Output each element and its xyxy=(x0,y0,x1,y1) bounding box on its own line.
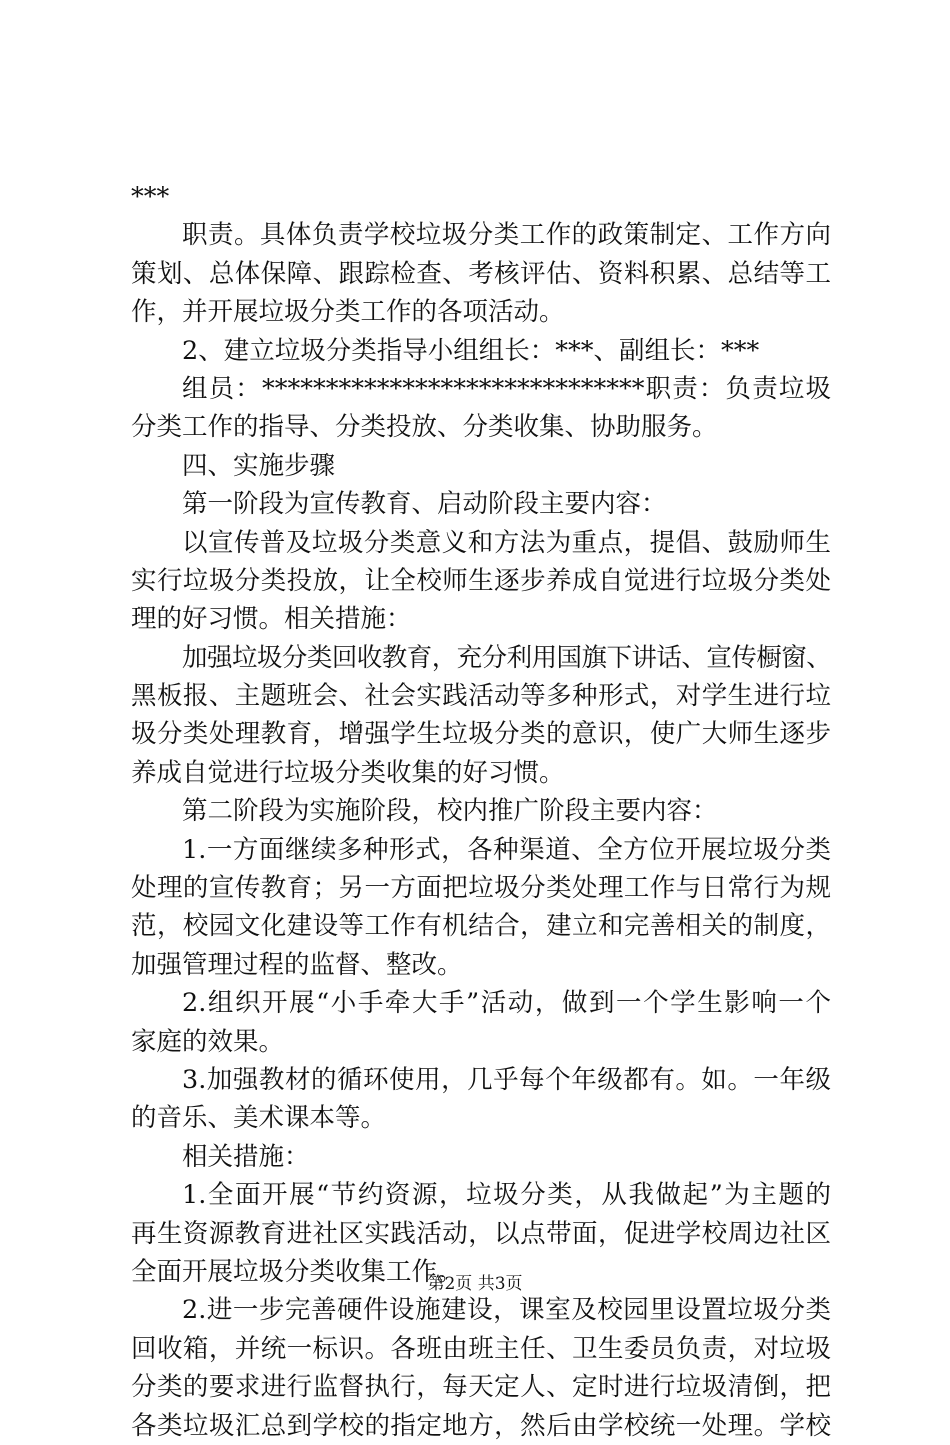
text-line: *** xyxy=(131,182,170,212)
paragraph xyxy=(131,1138,831,1176)
paragraph xyxy=(131,524,831,639)
paragraph xyxy=(131,370,831,447)
text-line: 实行垃圾分类投放，让全校师生逐步养成自觉进行垃圾分类处 xyxy=(131,565,831,596)
text-line: 相关措施： xyxy=(182,1141,310,1172)
paragraph xyxy=(131,332,831,370)
paragraph xyxy=(131,1291,831,1445)
text-line: 各类垃圾汇总到学校的指定地方，然后由学校统一处理。学校 xyxy=(131,1410,831,1441)
text-line: 分类的要求进行监督执行，每天定人、定时进行垃圾清倒，把 xyxy=(131,1372,831,1403)
text-line: 处理的宣传教育；另一方面把垃圾分类处理工作与日常行为规 xyxy=(131,873,831,904)
text-line: 作，并开展垃圾分类工作的各项活动。 xyxy=(131,297,565,328)
paragraph xyxy=(131,178,831,216)
text-line: 圾分类处理教育，增强学生垃圾分类的意识，使广大师生逐步 xyxy=(131,719,831,750)
text-line: 黑板报、主题班会、社会实践活动等多种形式，对学生进行垃 xyxy=(131,681,831,712)
text-line: 2、建立垃圾分类指导小组组长：***、副组长：*** xyxy=(182,335,760,366)
paragraph xyxy=(131,639,831,793)
paragraph xyxy=(131,216,831,331)
paragraph xyxy=(131,792,831,830)
text-line: 养成自觉进行垃圾分类收集的好习惯。 xyxy=(131,757,565,788)
text-line: 以宣传普及垃圾分类意义和方法为重点，提倡、鼓励师生 xyxy=(182,527,831,558)
section-heading xyxy=(131,447,831,485)
paragraph xyxy=(131,1061,831,1138)
text-line: 1.一方面继续多种形式，各种渠道、全方位开展垃圾分类 xyxy=(182,834,831,865)
text-line: 策划、总体保障、跟踪检查、考核评估、资料积累、总结等工 xyxy=(131,258,831,289)
paragraph xyxy=(131,831,831,985)
text-line: 第二阶段为实施阶段，校内推广阶段主要内容： xyxy=(182,796,718,827)
text-line: 的音乐、美术课本等。 xyxy=(131,1103,387,1134)
text-line: 3.加强教材的循环使用，几乎每个年级都有。如。一年级 xyxy=(182,1064,831,1095)
text-line: 全面开展垃圾分类收集工作。 xyxy=(131,1256,463,1287)
paragraph xyxy=(131,984,831,1061)
text-line: 再生资源教育进社区实践活动，以点带面，促进学校周边社区 xyxy=(131,1218,831,1249)
text-line: 2.组织开展“小手牵大手”活动，做到一个学生影响一个 xyxy=(182,988,831,1019)
text-line: 回收箱，并统一标识。各班由班主任、卫生委员负责，对垃圾 xyxy=(131,1333,831,1364)
text-line: 分类工作的指导、分类投放、分类收集、协助服务。 xyxy=(131,412,718,443)
text-line: 加强管理过程的监督、整改。 xyxy=(131,949,463,980)
paragraph xyxy=(131,485,831,523)
text-line: 1.全面开展“节约资源，垃圾分类，从我做起”为主题的 xyxy=(182,1180,831,1211)
text-line: 加强垃圾分类回收教育，充分利用国旗下讲话、宣传橱窗、 xyxy=(182,642,831,673)
document-body xyxy=(131,178,831,1445)
text-line: 职责。具体负责学校垃圾分类工作的政策制定、工作方向 xyxy=(182,220,831,251)
text-line: 理的好习惯。相关措施： xyxy=(131,604,412,635)
text-line: 组员：******************************职责：负责垃圾 xyxy=(182,373,831,404)
text-line: 四、实施步骤 xyxy=(182,450,336,481)
text-line: 2.进一步完善硬件设施建设，课室及校园里设置垃圾分类 xyxy=(182,1295,831,1326)
page-number-footer: 第2页 共3页 xyxy=(427,1274,523,1294)
text-line: 家庭的效果。 xyxy=(131,1026,285,1057)
text-line: 范，校园文化建设等工作有机结合，建立和完善相关的制度， xyxy=(131,911,831,942)
text-line: 第一阶段为宣传教育、启动阶段主要内容： xyxy=(182,489,667,520)
